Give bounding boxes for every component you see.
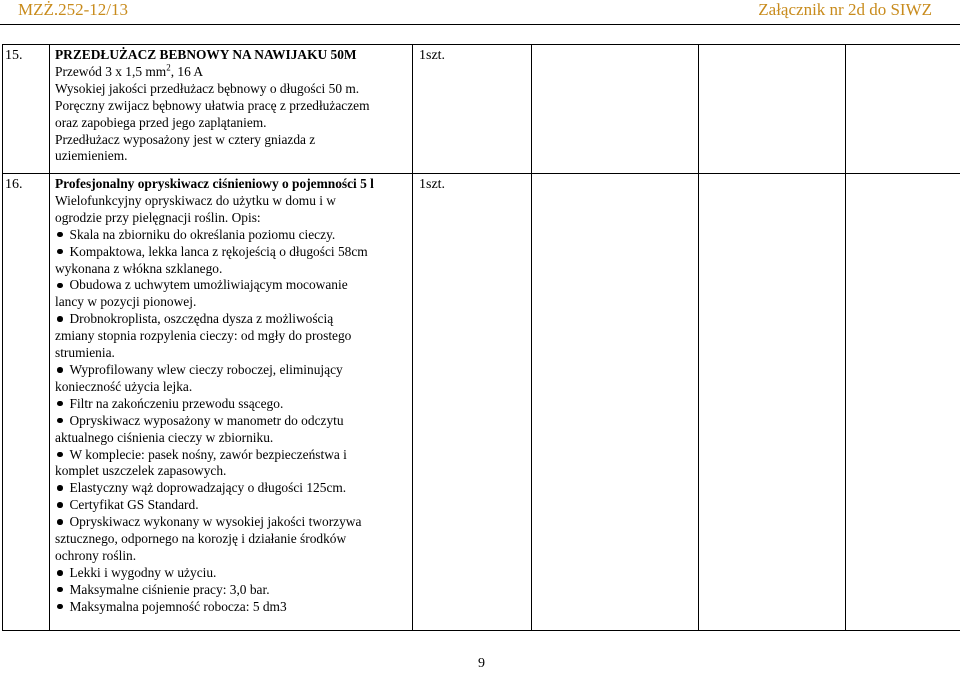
feature-list-item — [55, 311, 408, 362]
cable-spec-suffix: , 16 A — [170, 63, 204, 79]
items-table — [2, 44, 960, 631]
feature-line — [55, 430, 408, 447]
bullet-icon — [57, 570, 63, 576]
feature-line — [55, 565, 408, 582]
feature-text: Obudowa z uchwytem umożliwiającym mocowanie — [69, 277, 348, 293]
feature-list-item — [55, 582, 408, 599]
feature-line — [55, 328, 408, 345]
feature-text: Lekki i wygodny w użyciu. — [69, 564, 217, 580]
item-cable-spec — [55, 64, 408, 81]
feature-list — [55, 227, 408, 616]
feature-text: W komplecie: pasek nośny, zawór bezpieczeństwa i — [69, 446, 347, 462]
feature-line — [55, 531, 408, 548]
feature-text: aktualnego ciśnienia cieczy w zbiorniku. — [55, 429, 274, 445]
feature-text: Maksymalne ciśnienie pracy: 3,0 bar. — [69, 581, 270, 597]
feature-line — [55, 311, 408, 328]
feature-text: lancy w pozycji pionowej. — [55, 294, 197, 310]
feature-line — [55, 497, 408, 514]
feature-line — [55, 244, 408, 261]
item-quantity: 1szt. — [419, 48, 446, 63]
item-description-cell — [50, 174, 413, 631]
feature-text: zmiany stopnia rozpylenia cieczy: od mgły do prostego — [55, 328, 352, 344]
table-row — [3, 45, 960, 174]
item-description-line: Wielofunkcyjny opryskiwacz do użytku w domu i w — [55, 192, 336, 208]
item-quantity: 1szt. — [419, 177, 446, 192]
item-description-line: ogrodzie przy pielęgnacji roślin. Opis: — [55, 209, 261, 225]
bullet-icon — [57, 232, 63, 238]
item-number-cell — [3, 174, 50, 631]
cable-spec-superscript: 2 — [166, 62, 171, 73]
feature-text: Kompaktowa, lekka lanca z rękojeścią o długości 58cm — [69, 243, 368, 259]
feature-text: wykonana z włókna szklanego. — [55, 260, 223, 276]
feature-list-item — [55, 227, 408, 244]
bullet-icon — [57, 519, 63, 525]
feature-text: Filtr na zakończeniu przewodu ssącego. — [69, 395, 284, 411]
empty-cell — [846, 45, 960, 174]
feature-text: Opryskiwacz wyposażony w manometr do odczytu — [69, 412, 344, 428]
feature-line — [55, 277, 408, 294]
item-number-cell — [3, 45, 50, 174]
item-description-line: uziemieniem. — [55, 148, 128, 164]
item-description-line: oraz zapobiega przed jego zaplątaniem. — [55, 114, 267, 130]
bullet-icon — [57, 502, 63, 508]
feature-text: ochrony roślin. — [55, 547, 137, 563]
item-description-cell — [50, 45, 413, 174]
item-quantity-cell — [413, 174, 532, 631]
feature-list-item — [55, 396, 408, 413]
feature-list-item — [55, 277, 408, 311]
feature-line — [55, 261, 408, 278]
feature-list-item — [55, 413, 408, 447]
empty-cell — [532, 45, 699, 174]
feature-line — [55, 413, 408, 430]
feature-line — [55, 480, 408, 497]
bullet-icon — [57, 485, 63, 491]
item-description-line: Poręczny zwijacz bębnowy ułatwia pracę z przedłużaczem — [55, 97, 370, 113]
feature-text: Skala na zbiorniku do określania poziomu cieczy. — [69, 226, 336, 242]
feature-list-item — [55, 480, 408, 497]
item-title: Profesjonalny opryskiwacz ciśnieniowy o pojemności 5 l — [55, 176, 374, 191]
feature-list-item — [55, 514, 408, 565]
feature-text: Opryskiwacz wykonany w wysokiej jakości tworzywa — [69, 514, 362, 530]
item-description-line: Wysokiej jakości przedłużacz bębnowy o długości 50 m. — [55, 80, 360, 96]
bullet-icon — [57, 401, 63, 407]
item-number: 16. — [5, 177, 23, 192]
feature-line — [55, 379, 408, 396]
empty-cell — [532, 174, 699, 631]
feature-list-item — [55, 244, 408, 278]
bullet-icon — [57, 249, 63, 255]
cable-spec-text: Przewód 3 x 1,5 mm — [55, 63, 167, 79]
bullet-icon — [57, 452, 63, 458]
item-description-line: Przedłużacz wyposażony jest w cztery gniazda z — [55, 131, 316, 147]
feature-list-item — [55, 565, 408, 582]
feature-line — [55, 345, 408, 362]
feature-list-item — [55, 447, 408, 481]
item-title: PRZEDŁUŻACZ BEBNOWY NA NAWIJAKU 50M — [55, 47, 357, 62]
bullet-icon — [57, 418, 63, 424]
page-number: 9 — [478, 656, 485, 671]
bullet-icon — [57, 283, 63, 289]
feature-line — [55, 227, 408, 244]
bullet-icon — [57, 604, 63, 610]
bullet-icon — [57, 587, 63, 593]
feature-line — [55, 447, 408, 464]
feature-list-item — [55, 497, 408, 514]
feature-text: Maksymalna pojemność robocza: 5 dm3 — [69, 598, 287, 614]
page-header — [0, 0, 960, 25]
attachment-label: Załącznik nr 2d do SIWZ — [758, 0, 932, 19]
feature-text: Certyfikat GS Standard. — [69, 497, 199, 513]
feature-text: sztucznego, odpornego na korozję i działanie środków — [55, 531, 347, 547]
bullet-icon — [57, 367, 63, 373]
item-quantity-cell — [413, 45, 532, 174]
feature-line — [55, 548, 408, 565]
feature-text: Drobnokroplista, oszczędna dysza z możliwością — [69, 311, 334, 327]
feature-line — [55, 514, 408, 531]
feature-list-item — [55, 362, 408, 396]
feature-text: Elastyczny wąż doprowadzający o długości 125cm. — [69, 480, 347, 496]
feature-text: Wyprofilowany wlew cieczy roboczej, eliminujący — [69, 361, 343, 377]
empty-cell — [699, 174, 846, 631]
feature-line — [55, 463, 408, 480]
feature-line — [55, 294, 408, 311]
feature-list-item — [55, 599, 408, 616]
empty-cell — [699, 45, 846, 174]
feature-line — [55, 599, 408, 616]
item-number: 15. — [5, 48, 23, 63]
feature-line — [55, 362, 408, 379]
table-row — [3, 174, 960, 631]
feature-text: komplet uszczelek zapasowych. — [55, 463, 227, 479]
bullet-icon — [57, 316, 63, 322]
empty-cell — [846, 174, 960, 631]
feature-text: strumienia. — [55, 345, 115, 361]
feature-line — [55, 396, 408, 413]
document-reference: MZŻ.252-12/13 — [18, 0, 129, 19]
feature-line — [55, 582, 408, 599]
feature-text: konieczność użycia lejka. — [55, 378, 193, 394]
